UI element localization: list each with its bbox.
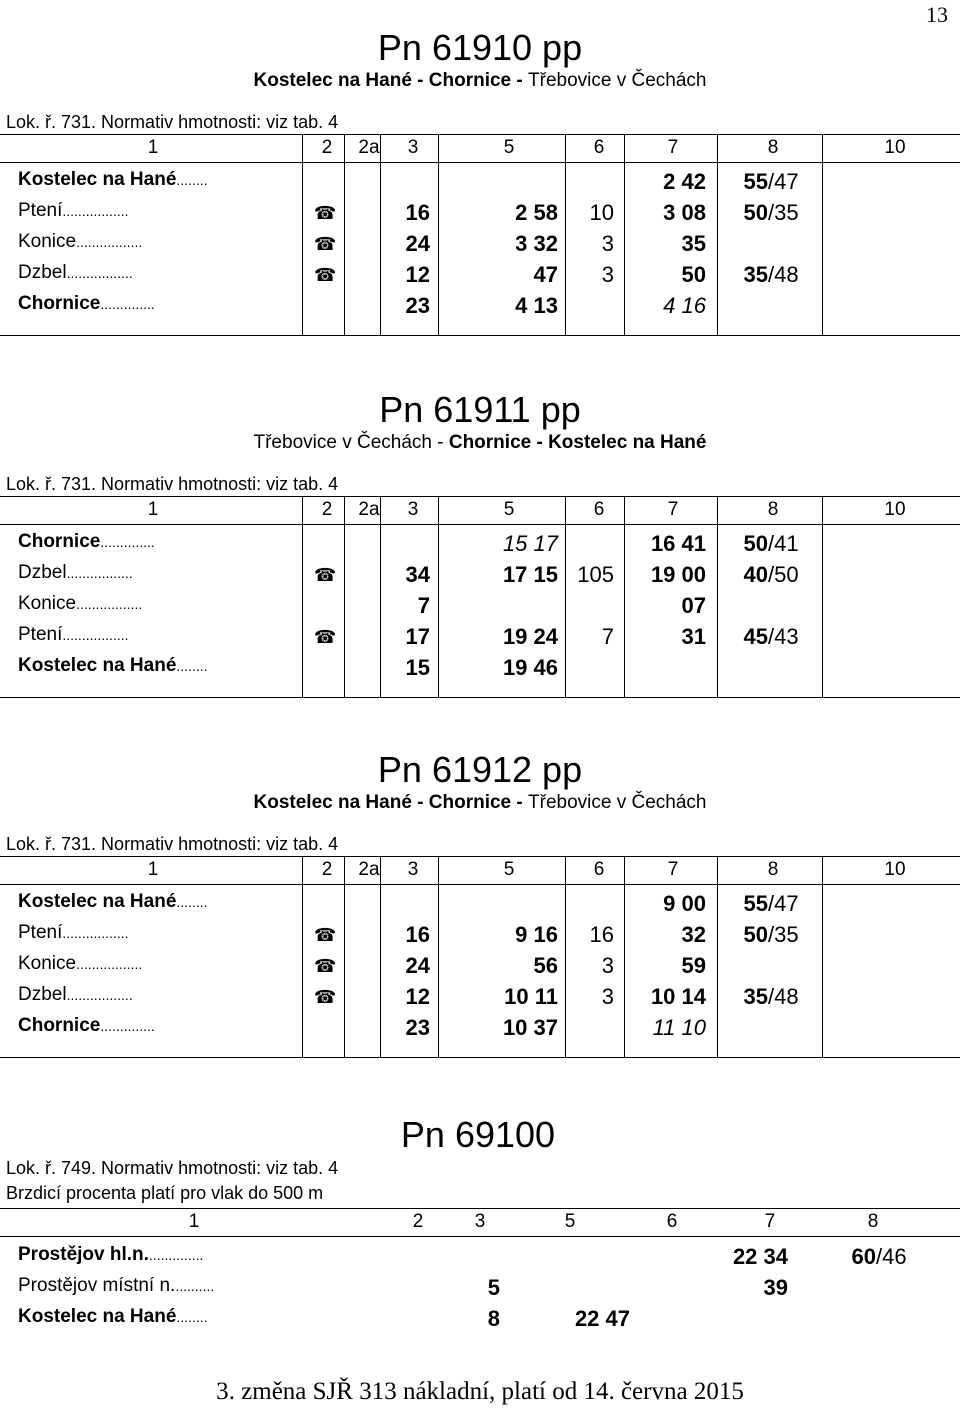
column-header-2: 2 bbox=[321, 499, 333, 520]
cell-c5: 10 11 bbox=[504, 984, 558, 1009]
table-row bbox=[0, 229, 960, 260]
station-name: Prostějov hl.n. bbox=[18, 1244, 149, 1265]
locomotive-note: Lok. ř. 749. Normativ hmotnosti: viz tab. 4 bbox=[6, 1158, 339, 1178]
column-header-10: 10 bbox=[884, 137, 906, 158]
station-cell bbox=[18, 200, 129, 222]
leader-dots: .............. bbox=[100, 534, 155, 550]
leader-dots: ........ bbox=[176, 894, 208, 910]
station-name: Konice bbox=[18, 953, 77, 974]
table-row bbox=[0, 951, 960, 982]
phone-icon: ☎ bbox=[314, 565, 337, 585]
station-name: Konice bbox=[18, 231, 77, 252]
leader-dots: ................. bbox=[62, 925, 129, 941]
cell-c6: 3 bbox=[601, 953, 614, 978]
cell-c7: 32 bbox=[681, 922, 706, 947]
cell-c3: 16 bbox=[405, 922, 430, 947]
cell-c3: 12 bbox=[405, 984, 430, 1009]
column-header-3: 3 bbox=[407, 859, 419, 880]
column-header-3: 3 bbox=[407, 499, 419, 520]
table-bottom-rule bbox=[0, 335, 960, 336]
station-name: Kostelec na Hané bbox=[18, 1306, 177, 1327]
leader-dots: ................. bbox=[62, 203, 129, 219]
leader-dots: ................. bbox=[66, 265, 133, 281]
station-cell bbox=[18, 562, 133, 584]
route-part: Třebovice v Čechách bbox=[528, 792, 707, 813]
page-number: 13 bbox=[926, 2, 948, 27]
cell-c8-percent: 50 bbox=[743, 531, 768, 556]
station-cell bbox=[18, 1015, 155, 1037]
phone-icon: ☎ bbox=[314, 925, 337, 945]
leader-dots: .......... bbox=[175, 1278, 215, 1294]
column-header-2: 2 bbox=[321, 859, 333, 880]
cell-c8-weight: /47 bbox=[768, 169, 799, 194]
cell-c2: 8 bbox=[487, 1306, 500, 1331]
t2-section bbox=[0, 362, 960, 702]
column-header-7: 7 bbox=[667, 859, 679, 880]
station-name: Ptení bbox=[18, 624, 63, 645]
cell-c8-percent: 35 bbox=[743, 262, 768, 287]
train-title: Pn 61910 pp bbox=[377, 27, 583, 68]
table-row bbox=[0, 920, 960, 951]
station-cell bbox=[18, 1306, 208, 1328]
column-header-3: 3 bbox=[474, 1211, 486, 1232]
cell-c8-percent: 50 bbox=[743, 200, 768, 225]
cell-c3: 24 bbox=[405, 231, 430, 256]
column-header-8: 8 bbox=[767, 137, 779, 158]
cell-c7: 35 bbox=[681, 231, 706, 256]
column-header-7: 7 bbox=[667, 499, 679, 520]
column-header-1: 1 bbox=[188, 1211, 200, 1232]
leader-dots: ................. bbox=[76, 234, 143, 250]
leader-dots: .............. bbox=[100, 1018, 155, 1034]
station-cell bbox=[18, 231, 142, 253]
cell-c7: 11 10 bbox=[652, 1015, 706, 1040]
cell-c7: 59 bbox=[681, 953, 706, 978]
cell-c3: 23 bbox=[405, 293, 430, 318]
locomotive-note: Lok. ř. 731. Normativ hmotnosti: viz tab. 4 bbox=[6, 834, 339, 854]
cell-c8-weight: /47 bbox=[768, 891, 799, 916]
cell-c8-percent: 60 bbox=[851, 1244, 876, 1269]
cell-c7: 39 bbox=[763, 1275, 788, 1300]
cell-c7: 10 14 bbox=[650, 984, 706, 1009]
station-name: Ptení bbox=[18, 200, 63, 221]
cell-c8-weight: /35 bbox=[768, 922, 799, 947]
cell-c8-percent: 40 bbox=[743, 562, 768, 587]
cell-c7: 3 08 bbox=[663, 200, 706, 225]
table-row bbox=[0, 1304, 960, 1335]
table-row bbox=[0, 198, 960, 229]
cell-c6: 7 bbox=[601, 624, 614, 649]
locomotive-note: Lok. ř. 731. Normativ hmotnosti: viz tab. 4 bbox=[6, 112, 339, 132]
column-header-row bbox=[0, 134, 960, 163]
column-header-2a: 2a bbox=[358, 499, 380, 520]
cell-c5: 56 bbox=[533, 953, 558, 978]
station-cell bbox=[18, 984, 133, 1006]
table-row bbox=[0, 529, 960, 560]
station-name: Kostelec na Hané bbox=[18, 655, 177, 676]
cell-c3: 12 bbox=[405, 262, 430, 287]
cell-c3: 34 bbox=[405, 562, 430, 587]
column-header-8: 8 bbox=[867, 1211, 879, 1232]
station-cell bbox=[18, 655, 208, 677]
t1-section bbox=[0, 0, 960, 340]
cell-c3: 16 bbox=[405, 200, 430, 225]
route-line bbox=[0, 792, 960, 814]
leader-dots: .............. bbox=[100, 296, 155, 312]
column-header-7: 7 bbox=[667, 137, 679, 158]
cell-c7: 2 42 bbox=[663, 169, 706, 194]
column-header-1: 1 bbox=[147, 137, 159, 158]
table-row bbox=[0, 291, 960, 322]
leader-dots: ................. bbox=[66, 987, 133, 1003]
column-header-10: 10 bbox=[884, 859, 906, 880]
station-cell bbox=[18, 593, 142, 615]
route-part-bold: Kostelec na Hané - Chornice - bbox=[253, 70, 529, 91]
column-header-5: 5 bbox=[503, 859, 515, 880]
column-header-2: 2 bbox=[321, 137, 333, 158]
station-cell bbox=[18, 922, 129, 944]
station-name: Dzbel bbox=[18, 562, 67, 583]
cell-c3: 15 bbox=[405, 655, 430, 680]
cell-c5: 19 46 bbox=[502, 655, 558, 680]
cell-c7: 50 bbox=[681, 262, 706, 287]
column-header-1: 1 bbox=[147, 499, 159, 520]
leader-dots: ........ bbox=[176, 172, 208, 188]
station-name: Chornice bbox=[18, 531, 101, 552]
cell-c5: 9 16 bbox=[515, 922, 558, 947]
cell-c8-percent: 35 bbox=[743, 984, 768, 1009]
column-header-3: 3 bbox=[407, 137, 419, 158]
station-name: Dzbel bbox=[18, 262, 67, 283]
footer-note: 3. změna SJŘ 313 nákladní, platí od 14. června 2015 bbox=[216, 1378, 744, 1405]
column-header-2a: 2a bbox=[358, 137, 380, 158]
phone-icon: ☎ bbox=[314, 234, 337, 254]
t3-section bbox=[0, 722, 960, 1062]
table-row bbox=[0, 591, 960, 622]
column-header-6: 6 bbox=[593, 499, 605, 520]
cell-c8-weight: /48 bbox=[768, 984, 799, 1009]
cell-c6: 10 bbox=[589, 200, 614, 225]
cell-c5: 3 32 bbox=[515, 231, 558, 256]
cell-c5: 4 13 bbox=[515, 293, 558, 318]
route-part: Třebovice v Čechách bbox=[528, 70, 707, 91]
cell-c7: 19 00 bbox=[650, 562, 706, 587]
cell-c3: 17 bbox=[405, 624, 430, 649]
cell-c8-weight: /35 bbox=[768, 200, 799, 225]
cell-c6: 3 bbox=[601, 231, 614, 256]
station-cell bbox=[18, 624, 129, 646]
column-header-2: 2 bbox=[412, 1211, 424, 1232]
cell-c6: 16 bbox=[589, 922, 614, 947]
phone-icon: ☎ bbox=[314, 956, 337, 976]
column-header-10: 10 bbox=[884, 499, 906, 520]
station-name: Prostějov místní n. bbox=[18, 1275, 176, 1296]
column-header-5: 5 bbox=[564, 1211, 576, 1232]
cell-c8-weight: /46 bbox=[876, 1244, 907, 1269]
column-header-7: 7 bbox=[764, 1211, 776, 1232]
cell-c8-weight: /41 bbox=[768, 531, 799, 556]
t4-section bbox=[0, 1110, 960, 1370]
cell-c3: 22 47 bbox=[574, 1306, 630, 1331]
table-bottom-rule bbox=[0, 1057, 960, 1058]
cell-c7: 16 41 bbox=[650, 531, 706, 556]
leader-dots: ................. bbox=[76, 596, 143, 612]
cell-c8-weight: /48 bbox=[768, 262, 799, 287]
table-row bbox=[0, 1273, 960, 1304]
station-cell bbox=[18, 891, 208, 913]
station-cell bbox=[18, 953, 142, 975]
table-row bbox=[0, 982, 960, 1013]
cell-c5: 47 bbox=[533, 262, 558, 287]
table-bottom-rule bbox=[0, 697, 960, 698]
station-cell bbox=[18, 1244, 203, 1266]
station-name: Ptení bbox=[18, 922, 63, 943]
route-line bbox=[0, 70, 960, 92]
table-row bbox=[0, 560, 960, 591]
cell-c8-percent: 45 bbox=[743, 624, 768, 649]
column-header-row bbox=[0, 496, 960, 525]
route-part: Třebovice v Čechách - bbox=[253, 432, 449, 453]
cell-c6: 3 bbox=[601, 984, 614, 1009]
station-cell bbox=[18, 531, 155, 553]
cell-c7: 22 34 bbox=[732, 1244, 788, 1269]
column-header-6: 6 bbox=[593, 859, 605, 880]
station-name: Chornice bbox=[18, 293, 101, 314]
cell-c6: 3 bbox=[601, 262, 614, 287]
table-row bbox=[0, 622, 960, 653]
phone-icon: ☎ bbox=[314, 627, 337, 647]
cell-c7: 07 bbox=[681, 593, 706, 618]
station-cell bbox=[18, 293, 155, 315]
leader-dots: ................. bbox=[76, 956, 143, 972]
table-row bbox=[0, 1242, 960, 1273]
route-part-bold: Kostelec na Hané - Chornice - bbox=[253, 792, 529, 813]
cell-c5: 17 15 bbox=[502, 562, 558, 587]
table-row bbox=[0, 653, 960, 684]
train-title: Pn 69100 bbox=[400, 1114, 556, 1155]
station-name: Dzbel bbox=[18, 984, 67, 1005]
table-row bbox=[0, 1013, 960, 1044]
train-title: Pn 61912 pp bbox=[377, 749, 583, 790]
locomotive-note: Lok. ř. 731. Normativ hmotnosti: viz tab. 4 bbox=[6, 474, 339, 494]
column-header-row bbox=[0, 1208, 960, 1237]
cell-c3: 7 bbox=[417, 593, 430, 618]
table-row bbox=[0, 167, 960, 198]
table-row bbox=[0, 260, 960, 291]
train-title: Pn 61911 pp bbox=[379, 389, 581, 430]
station-name: Konice bbox=[18, 593, 77, 614]
brake-percent-note: Brzdicí procenta platí pro vlak do 500 m bbox=[6, 1183, 324, 1203]
leader-dots: ........ bbox=[176, 658, 208, 674]
column-header-5: 5 bbox=[503, 499, 515, 520]
cell-c7: 31 bbox=[681, 624, 706, 649]
cell-c8-weight: /43 bbox=[768, 624, 799, 649]
column-header-5: 5 bbox=[503, 137, 515, 158]
leader-dots: ................. bbox=[62, 627, 129, 643]
station-cell bbox=[18, 169, 208, 191]
column-header-row bbox=[0, 856, 960, 885]
cell-c7: 9 00 bbox=[663, 891, 706, 916]
route-part-bold: Chornice - Kostelec na Hané bbox=[448, 432, 707, 453]
station-name: Kostelec na Hané bbox=[18, 891, 177, 912]
column-header-8: 8 bbox=[767, 859, 779, 880]
station-cell bbox=[18, 1275, 214, 1297]
cell-c7: 4 16 bbox=[663, 293, 706, 318]
cell-c3: 24 bbox=[405, 953, 430, 978]
cell-c8-percent: 55 bbox=[743, 169, 768, 194]
column-header-6: 6 bbox=[666, 1211, 678, 1232]
leader-dots: .............. bbox=[148, 1247, 204, 1263]
cell-c8-percent: 55 bbox=[743, 891, 768, 916]
leader-dots: ................. bbox=[66, 565, 133, 581]
station-name: Kostelec na Hané bbox=[18, 169, 177, 190]
column-header-2a: 2a bbox=[358, 859, 380, 880]
station-name: Chornice bbox=[18, 1015, 101, 1036]
column-header-1: 1 bbox=[147, 859, 159, 880]
cell-c3: 23 bbox=[405, 1015, 430, 1040]
cell-c6: 105 bbox=[577, 562, 614, 587]
leader-dots: ........ bbox=[176, 1309, 208, 1325]
phone-icon: ☎ bbox=[314, 987, 337, 1007]
cell-c5: 19 24 bbox=[502, 624, 558, 649]
cell-c8-percent: 50 bbox=[743, 922, 768, 947]
cell-c5: 15 17 bbox=[502, 531, 558, 556]
phone-icon: ☎ bbox=[314, 265, 337, 285]
column-header-6: 6 bbox=[593, 137, 605, 158]
cell-c2: 5 bbox=[487, 1275, 500, 1300]
station-cell bbox=[18, 262, 133, 284]
column-header-8: 8 bbox=[767, 499, 779, 520]
cell-c5: 10 37 bbox=[502, 1015, 558, 1040]
table-row bbox=[0, 889, 960, 920]
cell-c8-weight: /50 bbox=[768, 562, 799, 587]
route-line bbox=[0, 432, 960, 454]
phone-icon: ☎ bbox=[314, 203, 337, 223]
cell-c5: 2 58 bbox=[515, 200, 558, 225]
